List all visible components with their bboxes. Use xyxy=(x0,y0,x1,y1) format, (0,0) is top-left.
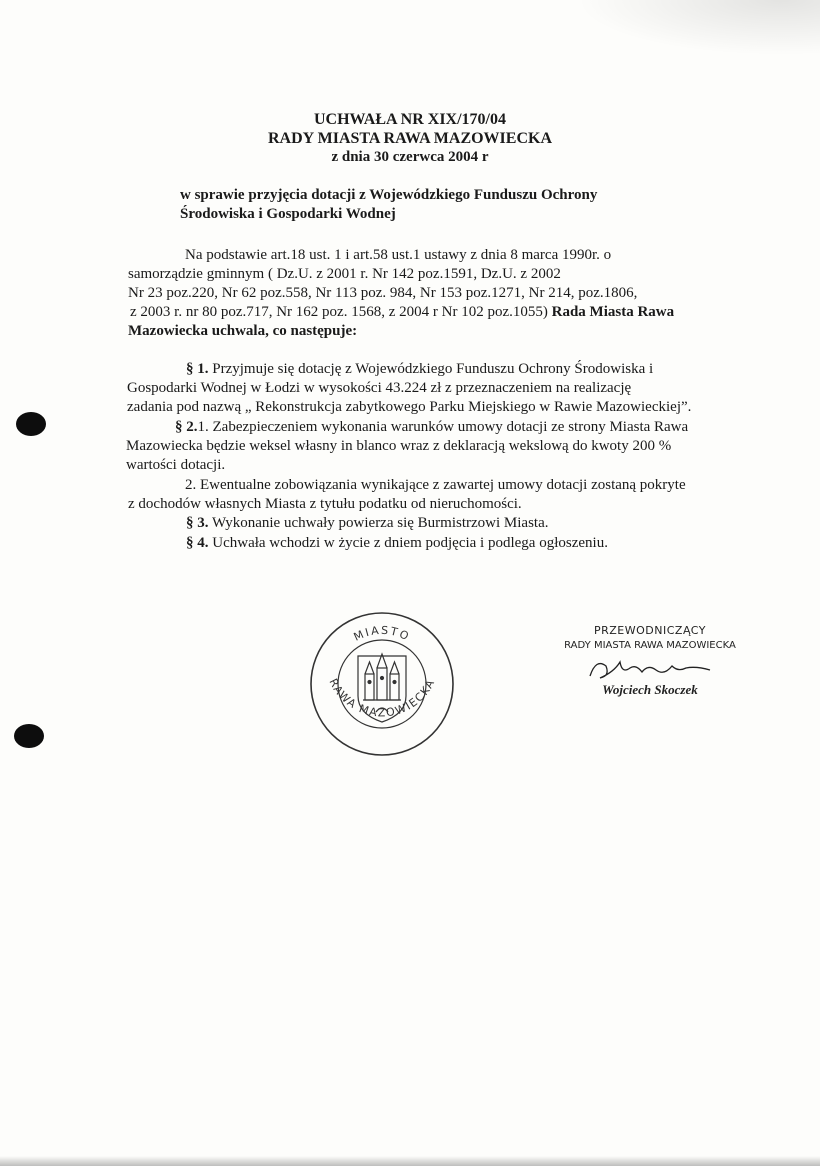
section-3-line xyxy=(186,514,548,533)
section-2-par-2-line-1: 2. Ewentualne zobowiązania wynikające z zawartej umowy dotacji zostaną pokryte xyxy=(185,477,686,493)
signature-council: RADY MIASTA RAWA MAZOWIECKA xyxy=(564,640,736,651)
scan-shadow-top xyxy=(560,0,820,60)
preamble-line-2: samorządzie gminnym ( Dz.U. z 2001 r. Nr 142 poz.1591, Dz.U. z 2002 xyxy=(128,266,561,282)
resolution-date: z dnia 30 czerwca 2004 r xyxy=(331,149,489,165)
section-4-text: Uchwała wchodzi w życie z dniem podjęcia i podlega ogłoszeniu. xyxy=(208,535,608,551)
preamble-council-name: Rada Miasta Rawa xyxy=(551,304,675,320)
preamble-line-1: Na podstawie art.18 ust. 1 i art.58 ust.1 ustawy z dnia 8 marca 1990r. o xyxy=(185,247,612,263)
section-1-mark: § 1. xyxy=(186,361,209,377)
seal-top-text: MIASTO xyxy=(351,623,413,644)
section-4-mark: § 4. xyxy=(186,535,209,551)
section-2-line-3: wartości dotacji. xyxy=(126,457,226,473)
city-seal xyxy=(308,610,456,758)
preamble-line-4 xyxy=(130,303,674,322)
resolution-issuer: RADY MIASTA RAWA MAZOWIECKA xyxy=(267,130,553,147)
section-3-mark: § 3. xyxy=(186,515,209,531)
scan-shadow-bottom xyxy=(0,1156,820,1166)
section-2-mark: § 2. xyxy=(175,419,198,435)
section-4-line xyxy=(186,534,608,553)
resolution-title: UCHWAŁA NR XIX/170/04 xyxy=(313,111,506,128)
punch-hole-lower xyxy=(14,724,44,748)
section-1-line-2: Gospodarki Wodnej w Łodzi w wysokości 43.224 zł z przeznaczeniem na realizację xyxy=(127,380,632,396)
section-1-line-1 xyxy=(186,360,653,379)
subject-line-2: Środowiska i Gospodarki Wodnej xyxy=(180,206,396,222)
section-3-text: Wykonanie uchwały powierza się Burmistrzowi Miasta. xyxy=(208,515,549,531)
preamble-line-5: Mazowiecka uchwala, co następuje: xyxy=(128,323,358,339)
section-1-line-3: zadania pod nazwą „ Rekonstrukcja zabytkowego Parku Miejskiego w Rawie Mazowieckiej”. xyxy=(127,399,692,415)
section-2-par-2-line-2: z dochodów własnych Miasta z tytułu podatku od nieruchomości. xyxy=(128,496,522,512)
signatory-name: Wojciech Skoczek xyxy=(602,682,698,697)
section-2-text: 1. Zabezpieczeniem wykonania warunków umowy dotacji ze strony Miasta Rawa xyxy=(197,419,689,435)
preamble-line-3: Nr 23 poz.220, Nr 62 poz.558, Nr 113 poz. 984, Nr 153 poz.1271, Nr 214, poz.1806, xyxy=(128,285,638,301)
seal-bottom-text: RAWA MAZOWIECKA xyxy=(326,676,438,720)
punch-hole-upper xyxy=(16,412,46,436)
section-2-line-1 xyxy=(175,418,688,437)
subject-line-1: w sprawie przyjęcia dotacji z Wojewódzkiego Funduszu Ochrony xyxy=(180,187,598,203)
section-2-line-2: Mazowiecka będzie weksel własny in blanco wraz z deklaracją wekslową do kwoty 200 % xyxy=(126,438,672,454)
handwritten-signature-icon xyxy=(586,654,716,684)
signature-title: PRZEWODNICZĄCY xyxy=(594,624,706,637)
preamble-line-4-text: z 2003 r. nr 80 poz.717, Nr 162 poz. 1568, z 2004 r Nr 102 poz.1055) xyxy=(130,304,552,320)
section-1-text: Przyjmuje się dotację z Wojewódzkiego Funduszu Ochrony Środowiska i xyxy=(208,361,654,377)
